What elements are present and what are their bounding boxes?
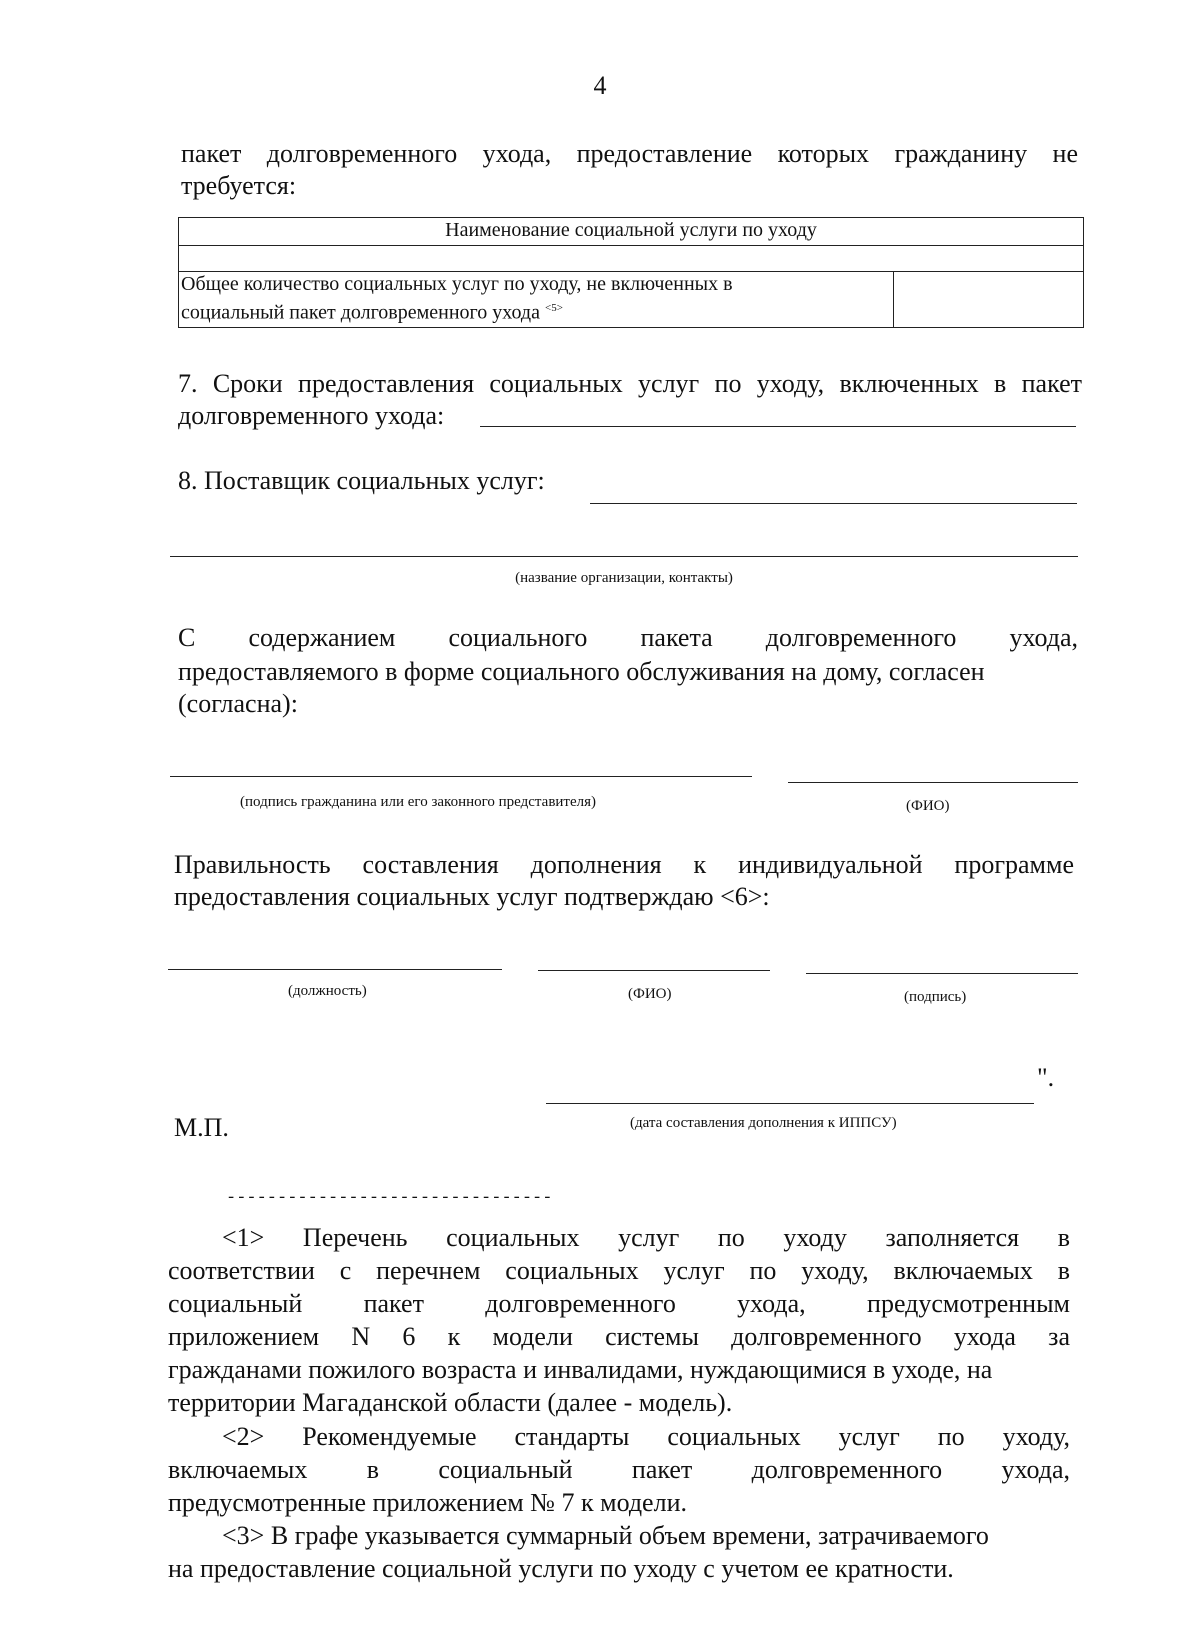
section8-blank-line-1 bbox=[590, 503, 1077, 504]
page-number: 4 bbox=[593, 71, 607, 100]
fn1-line-5: гражданами пожилого возраста и инвалидами, нуждающимися в уходе, на bbox=[168, 1355, 993, 1384]
total-label-line1: Общее количество социальных услуг по уходу, не включенных в bbox=[181, 273, 733, 295]
table-empty-row bbox=[179, 246, 1084, 272]
fn1-line-1: <1> Перечень социальных услуг по уходу заполняется в bbox=[222, 1223, 1070, 1252]
consent-signature-caption: (подпись гражданина или его законного представителя) bbox=[240, 794, 597, 810]
section8-blank-line-2 bbox=[170, 556, 1078, 557]
stamp-label: М.П. bbox=[174, 1113, 229, 1142]
fn1-line-3: социальный пакет долговременного ухода, предусмотренным bbox=[168, 1289, 1070, 1318]
section7-line-1: 7. Сроки предоставления социальных услуг по уходу, включенных в пакет bbox=[178, 369, 1082, 398]
fn1-line-2: соответствии с перечнем социальных услуг по уходу, включаемых в bbox=[168, 1256, 1070, 1285]
total-label-line2: социальный пакет долговременного ухода bbox=[181, 301, 540, 324]
date-line bbox=[546, 1103, 1034, 1104]
fn1-line-4: приложением N 6 к модели системы долговременного ухода за bbox=[168, 1322, 1070, 1351]
fn3-line-2: на предоставление социальной услуги по уходу с учетом ее кратности. bbox=[168, 1554, 954, 1583]
section7-line-2: долговременного ухода: bbox=[178, 401, 445, 430]
fn2-line-3: предусмотренные приложением № 7 к модели. bbox=[168, 1488, 687, 1517]
section8-caption: (название организации, контакты) bbox=[515, 570, 733, 586]
confirm-line-2: предоставления социальных услуг подтверждаю <6>: bbox=[174, 882, 770, 911]
fn2-line-2: включаемых в социальный пакет долговременного ухода, bbox=[168, 1455, 1070, 1484]
services-table bbox=[178, 217, 1084, 328]
table-header: Наименование социальной услуги по уходу bbox=[179, 218, 1084, 246]
confirm-name-caption: (ФИО) bbox=[628, 986, 672, 1002]
section8-label: 8. Поставщик социальных услуг: bbox=[178, 466, 545, 495]
intro-line-1: пакет долговременного ухода, предоставление которых гражданину не bbox=[181, 139, 1078, 168]
date-closing-quote: ". bbox=[1037, 1063, 1055, 1092]
confirm-signature-caption: (подпись) bbox=[904, 989, 967, 1005]
consent-line-3: (согласна): bbox=[178, 689, 298, 718]
consent-line-2: предоставляемого в форме социального обслуживания на дому, согласен bbox=[178, 657, 985, 686]
table-total-label bbox=[179, 272, 894, 328]
fn2-line-1: <2> Рекомендуемые стандарты социальных услуг по уходу, bbox=[222, 1422, 1070, 1451]
footnote-ref-5: <5> bbox=[544, 302, 563, 314]
confirm-signature-line bbox=[806, 973, 1078, 974]
confirm-position-line bbox=[168, 969, 502, 970]
section7-blank-line bbox=[480, 426, 1076, 427]
date-caption: (дата составления дополнения к ИППСУ) bbox=[630, 1115, 897, 1131]
confirm-line-1: Правильность составления дополнения к индивидуальной программе bbox=[174, 850, 1074, 879]
fn3-line-1: <3> В графе указывается суммарный объем времени, затрачиваемого bbox=[222, 1521, 989, 1550]
consent-signature-line bbox=[170, 776, 752, 777]
intro-line-2: требуется: bbox=[181, 171, 297, 200]
confirm-position-caption: (должность) bbox=[288, 983, 367, 999]
confirm-name-line bbox=[538, 970, 770, 971]
table-total-value bbox=[894, 272, 1084, 328]
consent-name-caption: (ФИО) bbox=[906, 798, 950, 814]
consent-name-line bbox=[788, 782, 1078, 783]
footnote-separator: -------------------------------- bbox=[226, 1189, 553, 1208]
consent-line-1: С содержанием социального пакета долговременного ухода, bbox=[178, 623, 1078, 652]
fn1-line-6: территории Магаданской области (далее - модель). bbox=[168, 1388, 733, 1417]
